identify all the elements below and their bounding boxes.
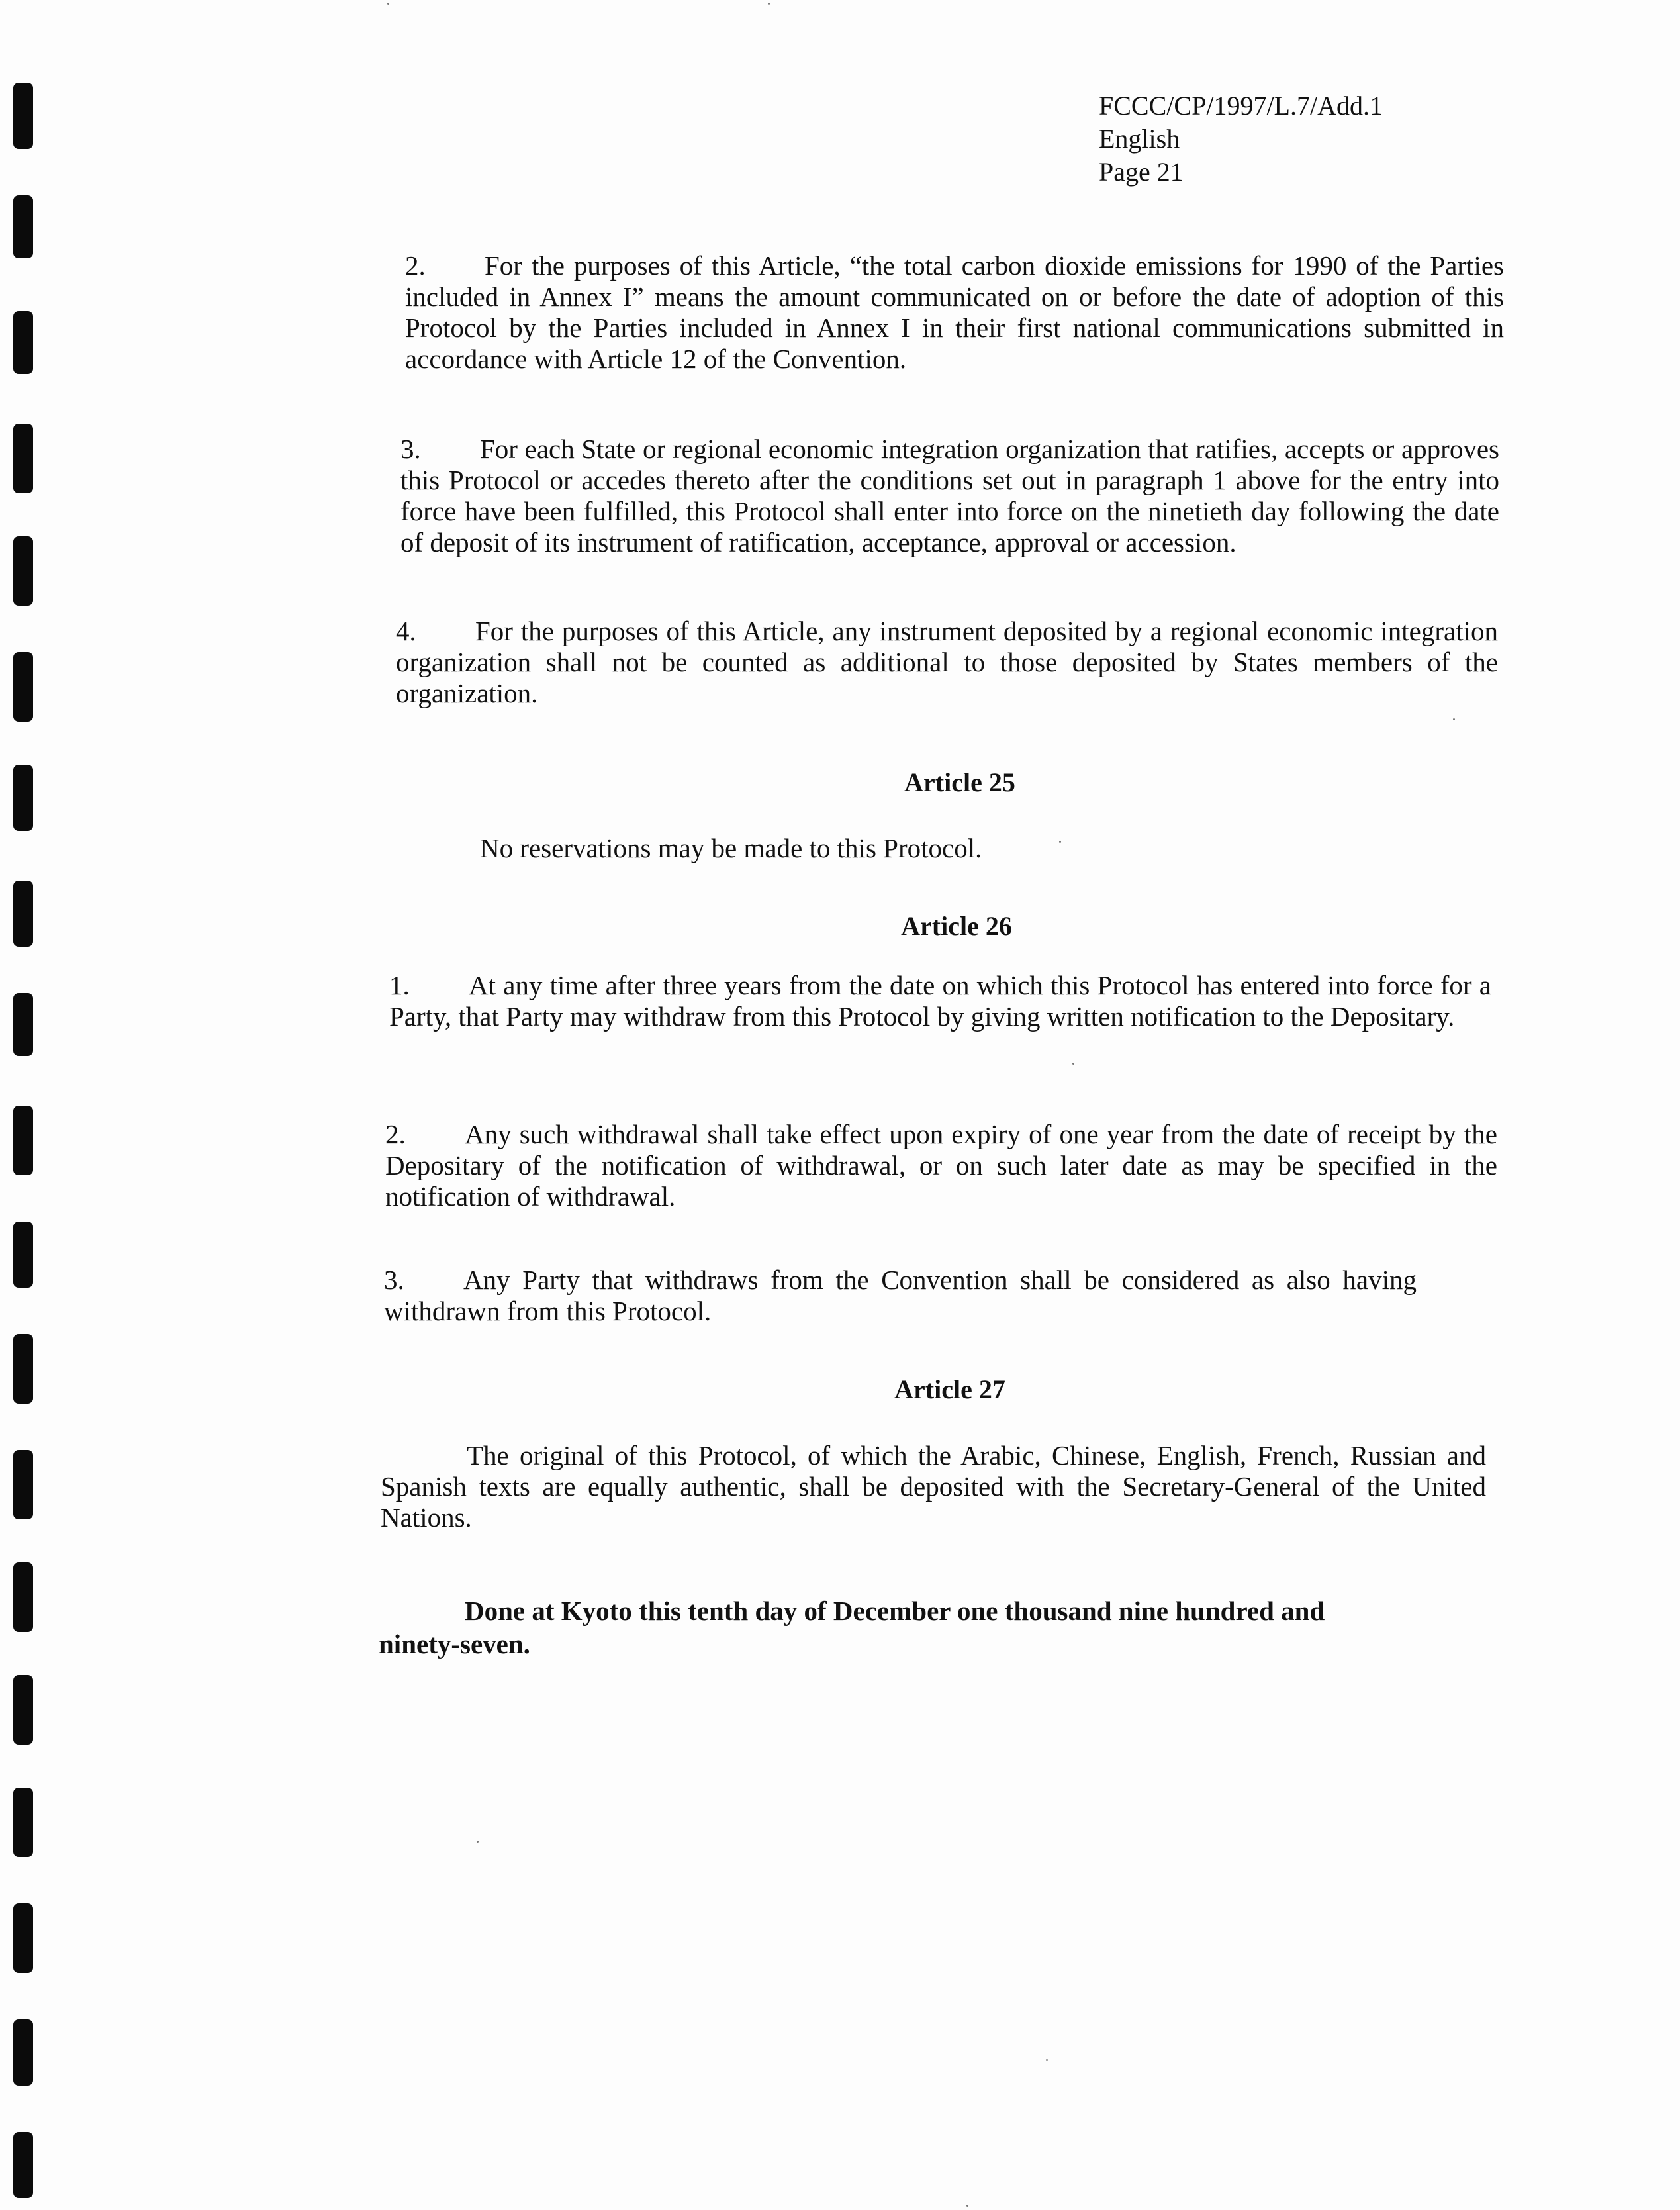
- page-number: Page 21: [1099, 157, 1184, 187]
- article-25-heading: Article 25: [904, 767, 1015, 797]
- paragraph-number: 3.: [384, 1265, 404, 1295]
- binder-mark: [13, 83, 33, 149]
- binder-mark: [13, 881, 33, 947]
- binder-mark: [13, 652, 33, 722]
- binder-mark: [13, 1903, 33, 1973]
- scan-speck: [1453, 718, 1455, 720]
- article-27-heading: Article 27: [894, 1374, 1005, 1404]
- binder-mark: [13, 1788, 33, 1857]
- binder-mark: [13, 424, 33, 493]
- scan-speck: [966, 2205, 968, 2207]
- binder-mark: [13, 1562, 33, 1632]
- paragraph-text: Any Party that withdraws from the Convention shall be considered as also having withdrawn from this Protocol.: [384, 1265, 1417, 1326]
- binder-mark: [13, 2132, 33, 2198]
- paragraph-text: For each State or regional economic integration organization that ratifies, accepts or approves this Protocol or accedes thereto after the conditions set out in paragraph 1 above for the entry into force have been fulfilled, this Protocol shall enter into force on the ninetieth day following the date of deposit of its instrument of ratification, acceptance, approval or accession.: [400, 434, 1499, 557]
- scan-speck: [387, 3, 389, 5]
- document-symbol: FCCC/CP/1997/L.7/Add.1: [1099, 91, 1383, 120]
- scan-speck: [1046, 2059, 1048, 2061]
- paragraph-24-2: [405, 250, 1504, 375]
- closing-statement: Done at Kyoto this tenth day of December one thousand nine hundred and ninety-seven.: [379, 1596, 1325, 1659]
- paragraph-24-4: [396, 616, 1498, 709]
- paragraph-number: 3.: [400, 434, 421, 464]
- scan-speck: [1072, 1063, 1074, 1065]
- scan-speck: [477, 1841, 479, 1843]
- binder-mark: [13, 536, 33, 606]
- article-25-text: No reservations may be made to this Protocol.: [480, 833, 982, 863]
- binder-mark: [13, 993, 33, 1056]
- paragraph-number: 2.: [405, 250, 426, 281]
- paragraph-26-3: [384, 1265, 1417, 1327]
- binder-mark: [13, 765, 33, 831]
- document-language: English: [1099, 124, 1180, 154]
- paragraph-26-2: [385, 1119, 1497, 1212]
- binder-mark: [13, 2019, 33, 2086]
- paragraph-number: 4.: [396, 616, 416, 646]
- paragraph-text: For the purposes of this Article, “the total carbon dioxide emissions for 1990 of the Parties included in Annex I” means the amount communicated on or before the date of adoption of this Protocol by the Parties included in Annex I in their first national communications submitted in accordance with Article 12 of the Convention.: [405, 250, 1504, 374]
- paragraph-text: For the purposes of this Article, any instrument deposited by a regional economic integration organization shall not be counted as additional to those deposited by States members of the organization.: [396, 616, 1498, 708]
- binder-mark: [13, 1222, 33, 1288]
- paragraph-26-1: [389, 970, 1491, 1032]
- binder-mark: [13, 195, 33, 258]
- document-header: [1099, 89, 1383, 189]
- binder-mark: [13, 1450, 33, 1519]
- paragraph-text: Any such withdrawal shall take effect upon expiry of one year from the date of receipt by the Depositary of the notification of withdrawal, or on such later date as may be specified in the notification of withdrawal.: [385, 1119, 1497, 1212]
- paragraph-number: 2.: [385, 1119, 406, 1149]
- binder-mark: [13, 1334, 33, 1404]
- binder-mark: [13, 311, 33, 374]
- article-26-heading: Article 26: [901, 911, 1012, 941]
- binder-mark: [13, 1106, 33, 1175]
- paragraph-number: 1.: [389, 970, 410, 1000]
- paragraph-text: At any time after three years from the date on which this Protocol has entered into force for a Party, that Party may withdraw from this Protocol by giving written notification to the Depositary.: [389, 970, 1491, 1032]
- scan-speck: [768, 3, 770, 5]
- article-27-text: The original of this Protocol, of which the Arabic, Chinese, English, French, Russian and Spanish texts are equally authentic, shall be deposited with the Secretary-General of the United Nations.: [381, 1440, 1486, 1533]
- paragraph-24-3: [400, 434, 1499, 558]
- binder-mark: [13, 1675, 33, 1745]
